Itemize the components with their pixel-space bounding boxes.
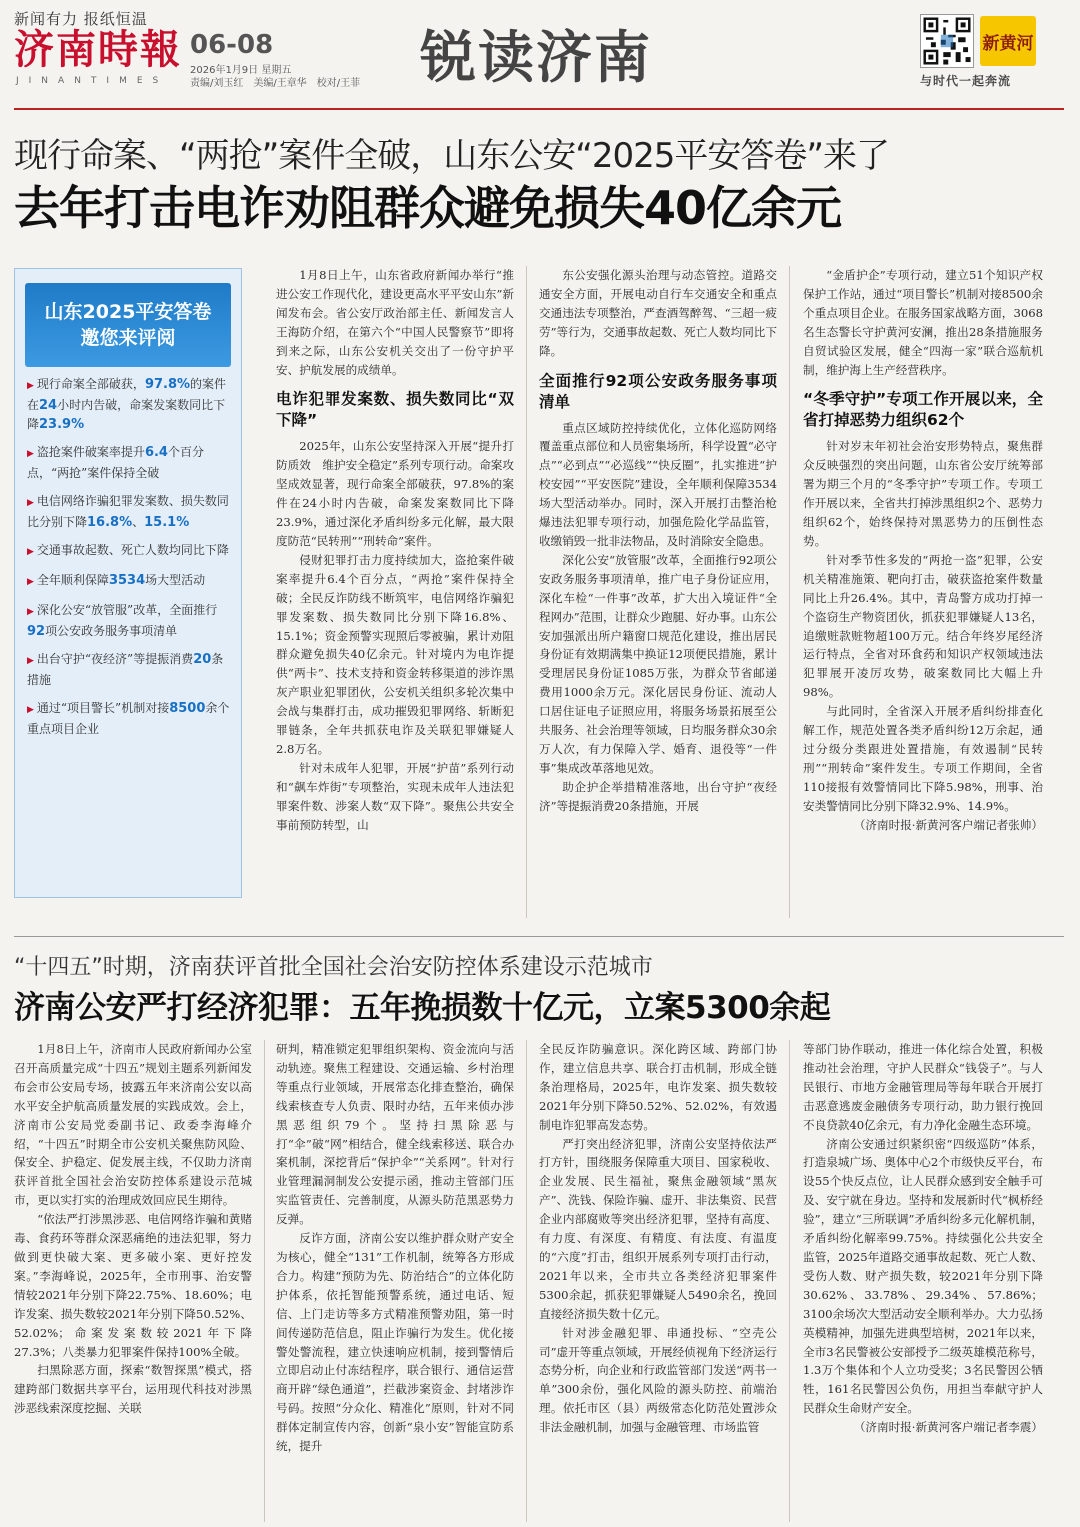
paragraph: 全民反诈防骗意识。深化跨区域、跨部门协作，建立信息共享、联合打击机制，形成全链条治理格局，2025年，电诈发案、损失数较2021年分别下降50.52%、52.02%，有效遏制电诈犯罪高发态势。 [539,1042,777,1132]
paragraph: 1月8日上午，山东省政府新闻办举行“推进公安工作现代化，建设更高水平平安山东”新闻发布会。省公安厅政治部主任、新闻发言人王海防介绍，在第六个“中国人民警察节”即将到来之际，山东公安机关交出了一份守护平安、护航发展的成绩单。 [276,268,514,377]
sidebar-text: 电信网络诈骗犯罪发案数、损失数同比分别下降 [27,494,229,529]
highlight-number: 3534 [108,573,146,588]
bullet-icon: ▶ [27,705,34,715]
paragraph: 深化公安“放管服”改革，全面推行92项公安政务服务事项清单，推广电子身份证应用，深化车检“一件事”改革，扩大出入境证件“全程网办”范围，让群众少跑腿、好办事。山东公安加强派出所户籍窗口规范化建设，推出居民身份证有效期满集中换证12项便民措施，累计受理居民身份证1085万张，为群众节省邮递费用1000余万元。深化居民身份证、流动人口居住证电子证照应用，将服务场景拓展至公共服务、社会治理等领域，日均服务群众30余万人次，有力保障入学、婚育、退役等“一件事”集成改革落地见效。 [539,552,777,775]
paragraph: 重点区域防控持续优化，立体化巡防网络覆盖重点部位和人员密集场所，科学设置“必守点”“必到点”“必巡线”“快反圈”，扎实推进“护校安园”“平安医院”建设，全年顺利保障3534场大型活动举办。同时，深入开展打击整治枪爆违法犯罪专项行动，加强危险化学品监管，收缴销毁一批非法物品，及时消除安全隐患。 [539,420,777,548]
masthead-logo: 济南時報 [14,26,182,73]
highlight-number: 16.8% [87,515,133,530]
sidebar-title-line2: 邀您来评阅 [80,327,176,349]
paragraph: 济南公安通过织紧织密“四级巡防”体系，打造泉城广场、奥体中心2个市级快反平台，布设55个快反点位，让人民群众感到安全触手可及、安宁就在身边。坚持和发展新时代“枫桥经验”，建立“三所联调”矛盾纠纷多元化解机制，矛盾纠纷化解率99.75%。持续强化公共安全监管，2025年道路交通事故起数、死亡人数、受伤人数、财产损失数，较2021年分别下降30.62%、33.78%、29.34%、57.86%；3100余场次大型活动安全顺利举办。大力弘扬英模精神，加强先进典型培树，2021年以来，全市3名民警被公安部授予二级英雄模范称号，1.3万个集体和个人立功受奖；3名民警因公牺牲，161名民警因公负伤，用担当奉献守护人民群众生命财产安全。 [803,1136,1043,1416]
sidebar-item [27,443,233,483]
highlight-number: 92 [27,624,46,639]
article1-column-1 [276,266,514,918]
column-divider [789,266,790,918]
paragraph: 反诈方面，济南公安以维护群众财产安全为核心，健全“131”工作机制，统筹各方形成合力。构建“预防为先、防治结合”的立体化防护体系，依托智能预警系统，通过电话、短信、上门走访等多方式精准预警劝阻，第一时间传递防范信息，阻止诈骗行为发生。优化接警处警流程，建立快速响应机制，接到警情后立即启动止付冻结程序，联合银行、通信运营商开辟“绿色通道”，拦截涉案资金、封堵涉诈号码。按照“分众化、精准化”原则，针对不同群体定制宣传内容，创新“泉小安”智能宣防系统，提升 [276,1231,514,1454]
subheading: 电诈犯罪发案数、损失数同比“双下降” [276,390,514,430]
byline: （济南时报·新黄河客户端记者李震） [853,1420,1043,1435]
bullet-icon: ▶ [27,607,34,617]
sidebar-item [27,492,233,532]
article1-headline: 去年打击电诈劝阻群众避免损失40亿余元 [14,181,842,235]
subheading: 全面推行92项公安政务服务事项清单 [539,371,777,411]
sidebar-text: 的案件在 [27,377,227,412]
article1-column-3 [803,266,1043,918]
paragraph: 等部门协作联动，推进一体化综合处置，积极推动社会治理，守护人民群众“钱袋子”。与人民银行、市地方金融管理局等每年联合开展打击恶意逃废金融债务专项行动，助力银行挽回不良贷款40亿余元，有力净化金融生态环境。 [803,1042,1043,1132]
sidebar-item [27,571,233,592]
article2-column-1 [14,1040,252,1522]
sidebar-text: 场大型活动 [145,573,206,587]
column-divider [526,266,527,918]
sidebar-text: 深化公安“放管服”改革，全面推行 [36,603,218,617]
highlight-number: 23.9% [39,417,85,432]
editor-credits: 责编/刘玉红 美编/王章华 校对/王菲 [190,78,361,89]
sidebar-item [27,375,233,434]
sidebar-text: 余个重点项目企业 [27,701,230,736]
page-numbers: 06-08 [190,30,274,60]
article2-column-4 [803,1040,1043,1522]
paragraph: 与此同时，全省深入开展矛盾纠纷排查化解工作，规范处置各类矛盾纠纷12万余起，通过分级分类跟进处置措施，有效遏制“民转刑”“刑转命”案件发生。专项工作期间，全省110接报有效警情同比下降5.98%，刑事、治安类警情同比分别下降32.9%、14.9%。 [803,704,1043,813]
column-divider [264,1040,265,1522]
paragraph: “依法严打涉黑涉恶、电信网络诈骗和黄赌毒、食药环等群众深恶痛绝的违法犯罪，努力做到更快破大案、更多破小案、更好控发案。”李海峰说，2025年，全市刑事、治安警情较2021年分别下降22.75%、18.60%；电诈发案、损失数较2021年分别下降50.52%、52.02%；命案发案数较2021年下降27.3%；八类暴力犯罪案件保持100%全破。 [14,1212,252,1359]
paragraph: 侵财犯罪打击力度持续加大，盗抢案件破案率提升6.4个百分点，“两抢”案件保持全破；全民反诈防线不断筑牢，电信网络诈骗犯罪发案数、损失数同比分别下降16.8%、15.1%；资金预警实现照后零被骗，累计劝阻群众避免损失40亿余元。针对境内为电诈提供“两卡”、技术支持和资金转移渠道的涉诈黑灰产职业犯罪团伙，公安机关组织多轮次集中会战与集群打击，成功摧毁犯罪网络、斩断犯罪链条，全年共抓获电诈及关联犯罪嫌疑人2.8万名。 [276,552,514,756]
bullet-icon: ▶ [27,577,34,587]
sidebar-list [27,375,233,748]
sidebar-text: 盗抢案件破案率提升 [36,445,145,459]
highlight-number: 24 [39,398,58,413]
masthead-english: JINANTIMES [16,76,169,86]
highlight-number: 97.8% [144,377,191,392]
sidebar-text: 出台守护“夜经济”等提振消费 [36,652,194,666]
sidebar-text: 通过“项目警长”机制对接 [36,701,170,715]
sidebar-item [27,541,233,562]
paragraph: “金盾护企”专项行动，建立51个知识产权保护工作站，通过“项目警长”机制对接8500余个重点项目企业。在服务国家战略方面，3068名生态警长守护黄河安澜，推出28条措施服务自贸试验区发展，健全“四海一家”联合巡航机制，维护海上生产经营秩序。 [803,268,1043,377]
sidebar-item [27,699,233,739]
column-divider [789,1040,790,1522]
highlight-number: 20 [193,652,212,667]
paragraph: 研判，精准锁定犯罪组织架构、资金流向与活动轨迹。聚焦工程建设、交通运输、乡村治理等重点行业领域，开展常态化排查整治，确保线索核查专人负责、限时办结，五年来侦办涉黑恶组织79个。坚持扫黑除恶与打“伞”破“网”相结合，健全线索移送、联合办案机制，深挖背后“保护伞”“关系网”。针对行业管理漏洞制发公安提示函，推动主管部门压实监管责任、完善制度，从源头防范黑恶势力反弹。 [276,1042,514,1227]
header-divider [14,108,1064,110]
partner-logo: 新黄河 [980,16,1036,66]
article-divider [14,936,1064,937]
sidebar-title [25,283,231,367]
article1-sidebar [14,268,242,898]
article2-column-3 [539,1040,777,1522]
section-title: 锐读济南 [420,26,652,91]
sidebar-text: 全年顺利保障 [36,573,109,587]
paragraph: 助企护企举措精准落地，出台守护“夜经济”等提振消费20条措施，开展 [539,779,777,813]
issue-info [190,64,360,90]
article2-headline: 济南公安严打经济犯罪：五年挽损数十亿元，立案5300余起 [14,990,831,1026]
paragraph: 扫黑除恶方面，探索“数智探黑”模式，搭建跨部门数据共享平台，运用现代科技对涉黑涉恶线索深度挖掘、关联 [14,1363,252,1416]
paragraph: 2025年，山东公安坚持深入开展“提升打防质效 维护安全稳定”系列专项行动。命案攻坚成效显著，现行命案全部破获，97.8%的案件在24小时内告破，命案发案数同比下降23.9%，通过深化矛盾纠纷多元化解，最大限度防范“民转刑”“刑转命”案件。 [276,439,514,548]
partner-tagline: 与时代一起奔流 [920,74,1012,88]
highlight-number: 6.4 [144,445,168,460]
sidebar-text: 项公安政务服务事项清单 [45,624,178,638]
sidebar-title-line1: 山东2025平安答卷 [44,301,212,323]
bullet-icon: ▶ [27,498,34,508]
column-divider [526,1040,527,1522]
sidebar-item [27,650,233,690]
paragraph: 针对未成年人犯罪，开展“护苗”系列行动和“飙车炸街”专项整治，实现未成年人违法犯罪案件数、涉案人数“双下降”。聚焦公共安全事前预防转型，山 [276,760,514,832]
subheading: “冬季守护”专项工作开展以来，全省打掉恶势力组织62个 [803,390,1043,430]
bullet-icon: ▶ [27,381,34,391]
paragraph: 针对涉金融犯罪、串通投标、“空壳公司”虚开等重点领域，开展经侦视角下经济运行态势分析，向企业和行政监管部门发送“两书一单”300余份，强化风险的源头防控、前端治理。依托市区（县）两级常态化防范处置涉众非法金融机制，加强与金融管理、市场监管 [539,1325,777,1435]
sidebar-text: 、 [132,515,145,529]
paragraph: 针对岁末年初社会治安形势特点，聚焦群众反映强烈的突出问题，山东省公安厅统筹部署为期三个月的“冬季守护”专项工作。专项工作开展以来，全省共打掉涉黑组织2个、恶势力组织62个，始终保持对黑恶势力的压倒性态势。 [803,439,1043,548]
qr-code-icon [920,14,974,68]
sidebar-text: 个百分点，“两抢”案件保持全破 [27,445,204,480]
paragraph: 1月8日上午，济南市人民政府新闻办公室召开高质量完成“十四五”规划主题系列新闻发布会市公安局专场，披露五年来济南公安以高水平安全护航高质量发展的实践成效。会上，济南市公安局党委副书记、政委李海峰介绍，“十四五”时期全市公安机关聚焦防风险、保安全、护稳定、促发展主线，不仅助力济南获评首批全国社会治安防控体系建设示范城市，更以实打实的治理成效回应民生期待。 [14,1042,252,1208]
sidebar-text: 小时内告破，命案发案数同比下降 [27,398,226,431]
highlight-number: 15.1% [144,515,190,530]
page-header [0,0,1080,108]
article2-kicker: “十四五”时期，济南获评首批全国社会治安防控体系建设示范城市 [14,955,653,980]
bullet-icon: ▶ [27,656,34,666]
slogan: 新闻有力 报纸恒温 [14,10,148,28]
paragraph: 针对季节性多发的“两抢一盗”犯罪，公安机关精准施策、靶向打击，破获盗抢案件数量同比上升26.4%。其中，青岛警方成功打掉一个盗窃生产物资团伙，抓获犯罪嫌疑人13名，追缴赃款赃物超100万元。结合年终岁尾经济运行特点，全省对环食药和知识产权领域违法犯罪展开凌厉攻势，破案数同比大幅上升98%。 [803,552,1043,700]
sidebar-text: 交通事故起数、死亡人数均同比下降 [36,543,229,557]
article1-column-2 [539,266,777,918]
sidebar-text: 现行命案全部破获， [36,377,145,391]
article2-column-2 [276,1040,514,1522]
paragraph: 严打突出经济犯罪，济南公安坚持依法严打方针，围绕服务保障重大项目、国家税收、企业发展、民生福祉，聚焦金融领域“黑灰产”、洗钱、保险诈骗、虚开、非法集资、民营企业内部腐败等突出经济犯罪，坚持有高度、有力度、有深度、有精度、有法度、有温度的“六度”打击，组织开展系列专项打击行动，2021年以来，全市共立各类经济犯罪案件5300余起，抓获犯罪嫌疑人5490余名，挽回直接经济损失数十亿元。 [539,1136,777,1321]
bullet-icon: ▶ [27,449,34,459]
highlight-number: 8500 [169,701,206,716]
paragraph: 东公安强化源头治理与动态管控。道路交通安全方面，开展电动自行车交通安全和重点交通违法专项整治，严查酒驾醉驾、“三超一疲劳”等行为，交通事故起数、死亡人数均同比下降。 [539,268,777,358]
byline: （济南时报·新黄河客户端记者张帅） [853,817,1043,832]
sidebar-item [27,601,233,641]
issue-date: 2026年1月9日 星期五 [190,65,292,76]
bullet-icon: ▶ [27,547,34,557]
article1-kicker: 现行命案、“两抢”案件全破，山东公安“2025平安答卷”来了 [14,136,889,176]
sidebar-text: 条措施 [27,652,224,687]
